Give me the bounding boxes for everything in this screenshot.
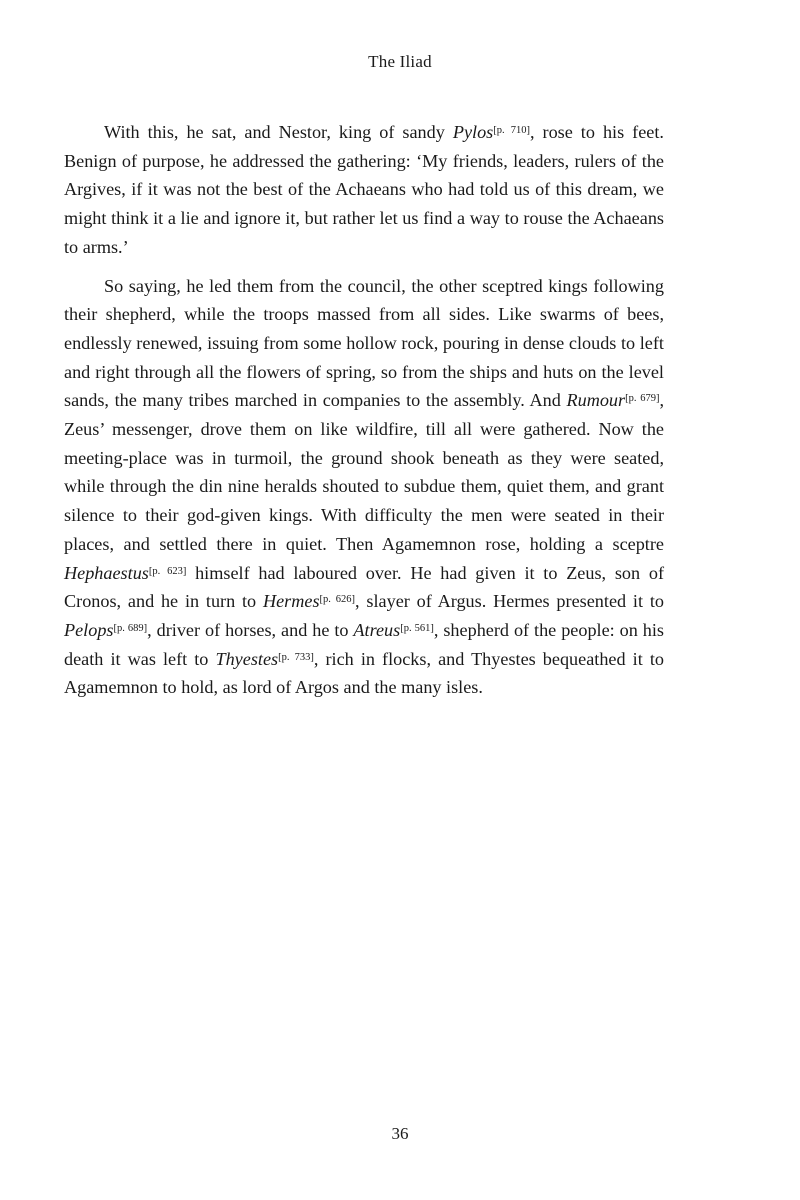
name-link-hermes[interactable]: Hermes <box>262 591 320 612</box>
paragraph-2 <box>64 272 664 703</box>
text-run: So saying, he led them from the council, the other sceptred kings following their shepherd, while the troops massed from all sides. Like swarms of bees, endlessly renewed, issuing from some hollow rock, pouring in dense clouds to left and right through all the flowers of spring, so from the ships and huts on the level sands, the many tribes marched in companies to the assembly. And <box>64 275 664 411</box>
body-text <box>64 118 664 712</box>
page-ref[interactable]: [p. 689] <box>113 622 148 634</box>
text-run: , rich in flocks, and Thyestes bequeathed it to Agamemnon to hold, as lord of Argos and the many isles. <box>64 648 664 698</box>
text-run: With this, he sat, and Nestor, king of sandy <box>104 122 453 142</box>
text-run: himself had laboured over. He had given it to Zeus, son of Cronos, and he in turn to <box>64 562 665 612</box>
page-ref[interactable]: [p. 733] <box>278 651 314 663</box>
page-number: 36 <box>391 1124 409 1143</box>
name-link-pelops[interactable]: Pelops <box>64 619 114 640</box>
name-link-pylos[interactable]: Pylos <box>452 122 494 142</box>
text-run: , rose to his feet. Benign of purpose, he addressed the gathering: ‘My friends, leaders, rulers of the Argives, if it was not the best of the Achaeans who had told us of this dream, we might think it a lie and ignore it, but rather let us find a way to rouse the Achaeans to arms.’ <box>64 122 664 257</box>
page-ref[interactable]: [p. 623] <box>148 565 187 577</box>
page-ref[interactable]: [p. 626] <box>319 594 356 606</box>
page-ref[interactable]: [p. 679] <box>625 393 660 405</box>
page-ref[interactable]: [p. 561] <box>400 622 434 634</box>
running-head: The Iliad <box>368 52 432 71</box>
name-link-atreus[interactable]: Atreus <box>353 619 401 640</box>
name-link-hephaestus[interactable]: Hephaestus <box>64 562 149 583</box>
text-run: , slayer of Argus. Hermes presented it to <box>355 591 664 612</box>
text-run: , Zeus’ messenger, drove them on like wildfire, till all were gathered. Now the meeting-place was in turmoil, the ground shook beneath as they were seated, while through the din nine heralds shouted to subdue them, quiet them, and grant silence to their god-given kings. With difficulty the men were seated in their places, and settled there in quiet. Then Agamemnon rose, holding a sceptre <box>64 390 664 554</box>
text-run: , driver of horses, and he to <box>147 619 354 640</box>
name-link-rumour[interactable]: Rumour <box>566 390 626 411</box>
paragraph-1 <box>64 118 664 262</box>
text-run: , shepherd of the people: on his death it was left to <box>64 619 665 669</box>
name-link-thyestes[interactable]: Thyestes <box>215 648 279 669</box>
page-ref[interactable]: [p. 710] <box>493 125 530 136</box>
